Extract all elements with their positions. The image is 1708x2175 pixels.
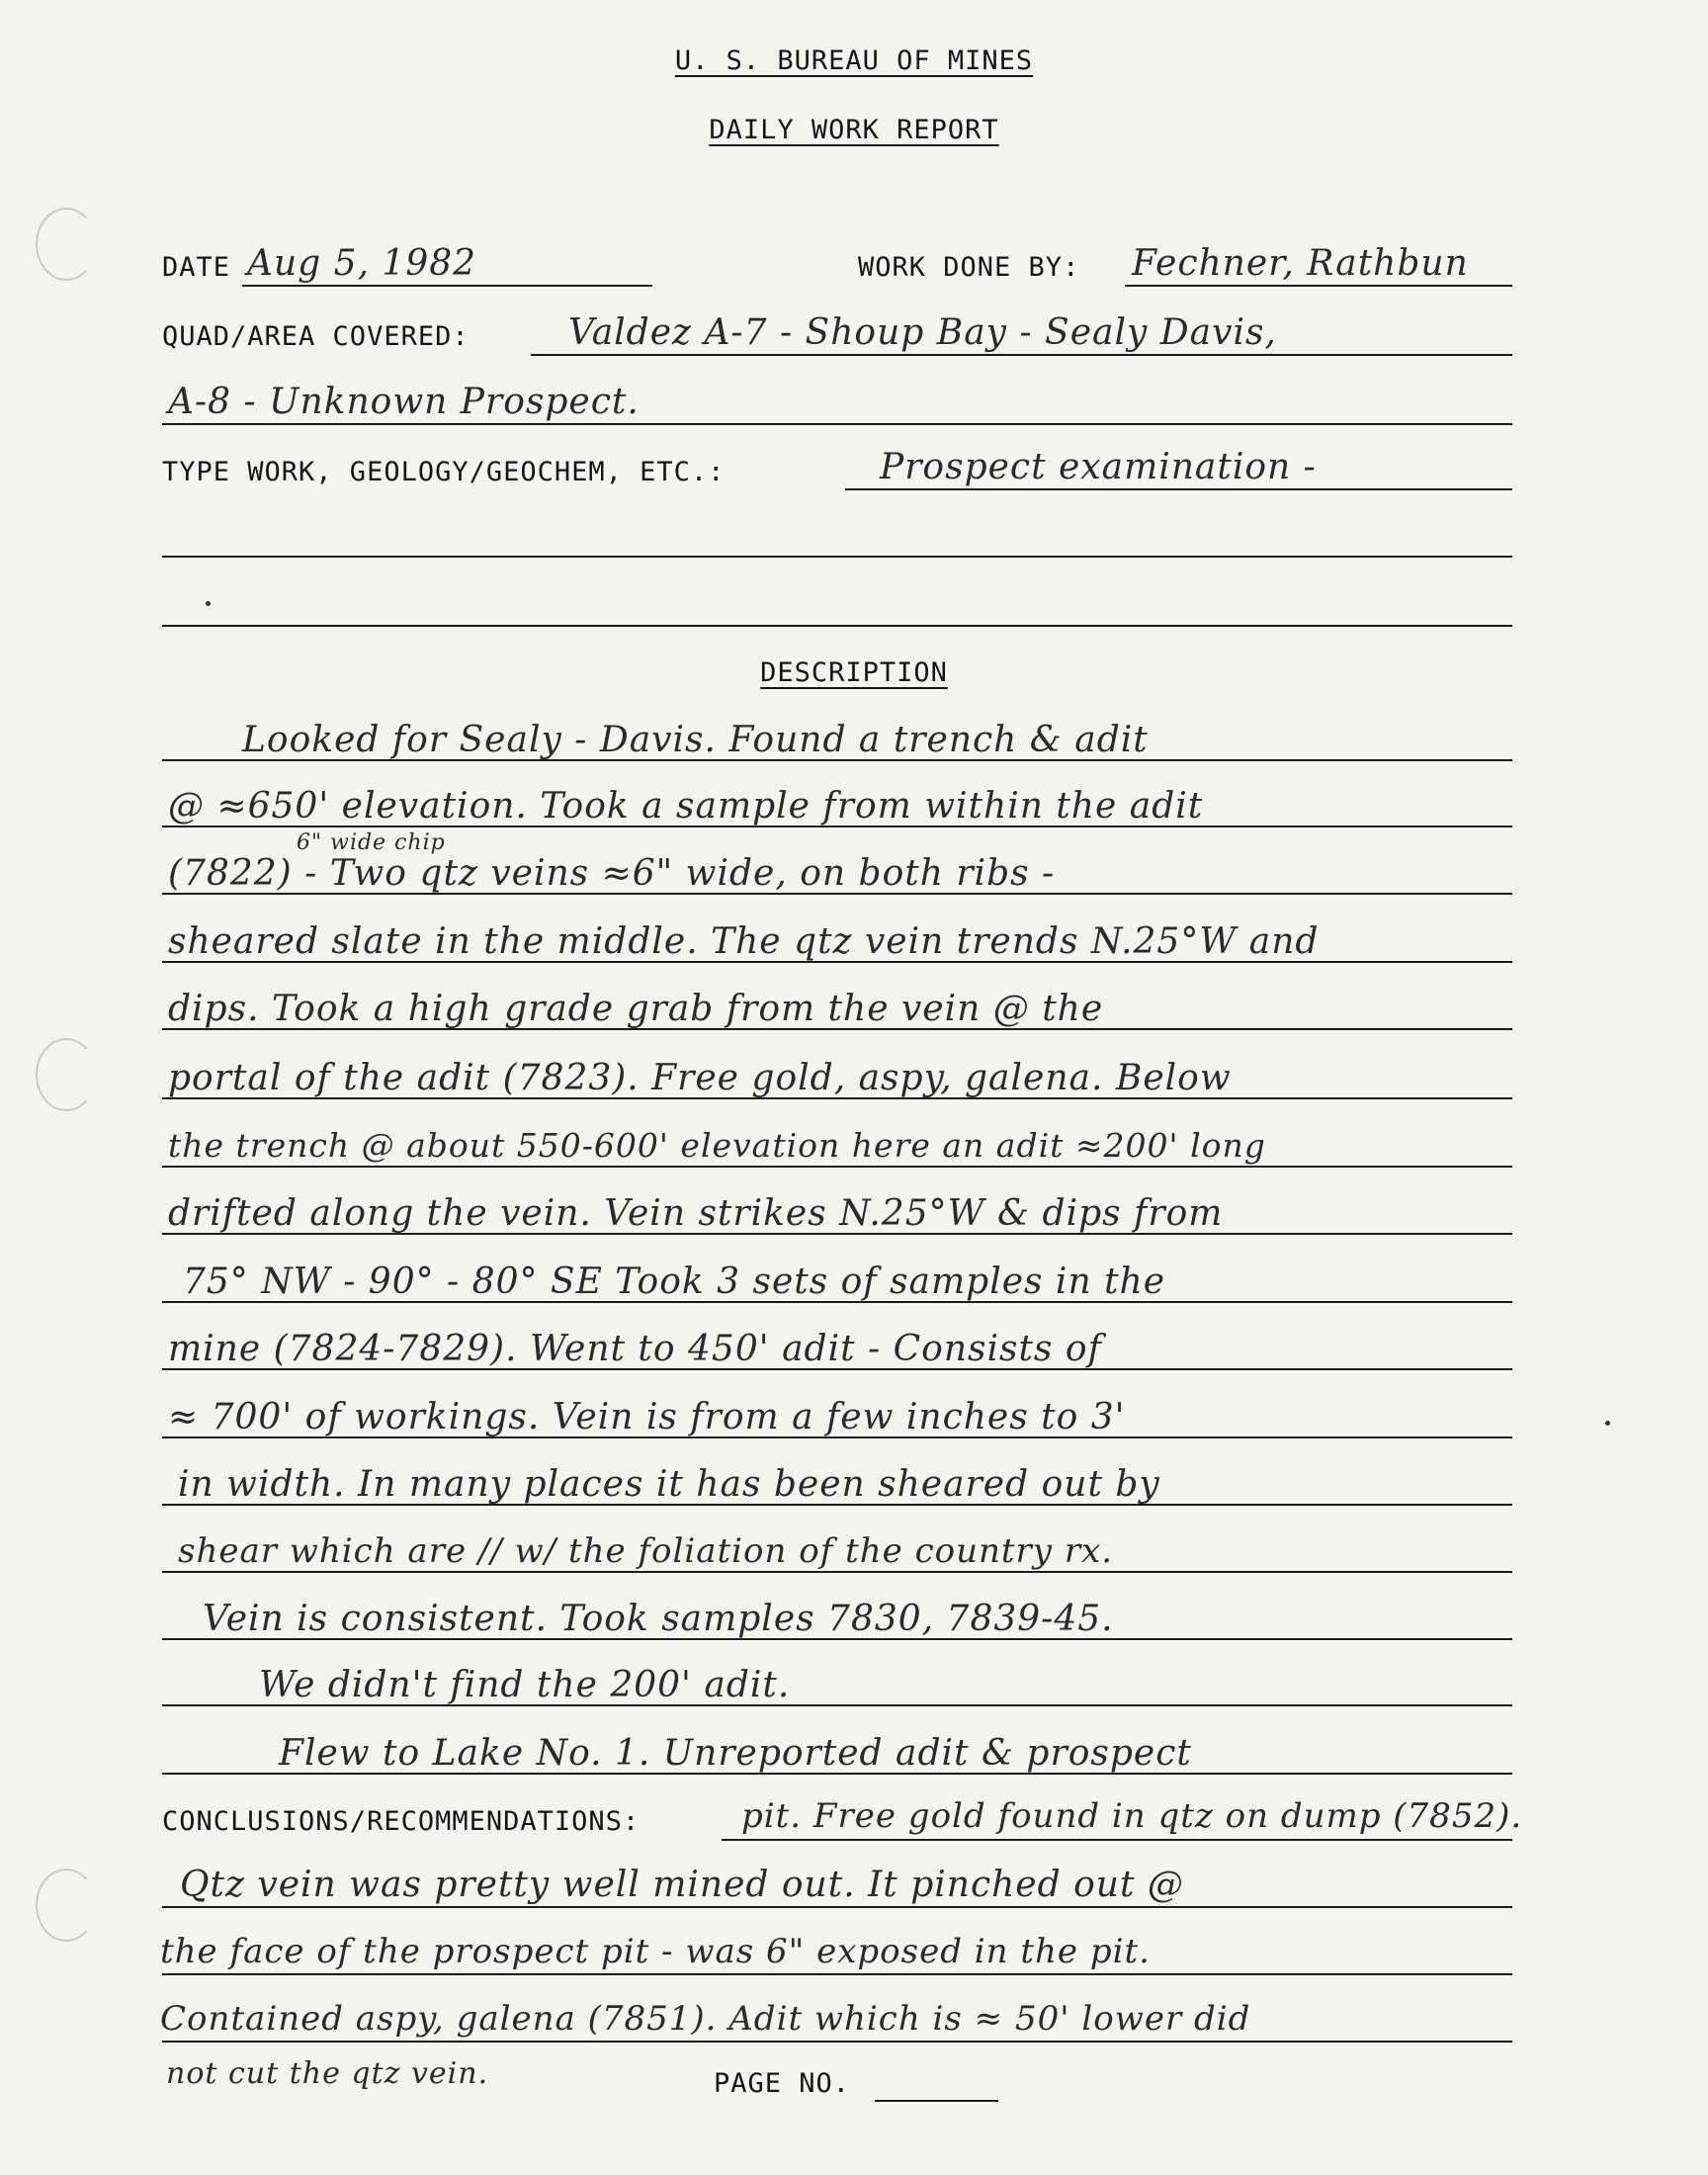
page-no-label: PAGE NO. — [714, 2068, 851, 2099]
conclusions-rule-3 — [162, 1973, 1512, 1975]
description-rule-8 — [162, 1233, 1512, 1235]
description-line-13: shear which are // w/ the foliation of the country rx. — [178, 1531, 1114, 1571]
date-value: Aug 5, 1982 — [247, 243, 477, 284]
type-work-label: TYPE WORK, GEOLOGY/GEOCHEM, ETC.: — [162, 457, 726, 487]
page-no-underline — [875, 2100, 998, 2102]
description-line-9: 75° NW - 90° - 80° SE Took 3 sets of samples in the — [183, 1262, 1166, 1302]
agency-title: U. S. BUREAU OF MINES — [674, 45, 1034, 76]
conclusions-line-3: the face of the prospect pit - was 6" exposed in the pit. — [160, 1932, 1151, 1971]
conclusions-rule-2 — [162, 1906, 1512, 1908]
type-work-underline-1 — [845, 488, 1512, 490]
type-work-underline-3 — [162, 625, 1512, 627]
type-work-value: Prospect examination - — [880, 447, 1317, 487]
conclusions-rule-4 — [162, 2041, 1512, 2043]
description-rule-1 — [162, 759, 1512, 761]
work-done-by-label: WORK DONE BY: — [858, 252, 1080, 283]
conclusions-line-2: Qtz vein was pretty well mined out. It pinched out @ — [180, 1865, 1184, 1905]
description-line-12: in width. In many places it has been sheared out by — [178, 1464, 1160, 1505]
conclusions-label: CONCLUSIONS/RECOMMENDATIONS: — [162, 1806, 640, 1837]
description-line-16: Flew to Lake No. 1. Unreported adit & prospect — [279, 1733, 1192, 1774]
description-line-10: mine (7824-7829). Went to 450' adit - Consists of — [168, 1329, 1102, 1369]
date-label: DATE — [162, 252, 231, 283]
description-rule-12 — [162, 1504, 1512, 1506]
quad-underline-1 — [531, 354, 1512, 356]
type-work-underline-2 — [162, 556, 1512, 558]
quad-value-line-2: A-8 - Unknown Prospect. — [168, 382, 640, 422]
description-line-6: portal of the adit (7823). Free gold, aspy, galena. Below — [168, 1058, 1232, 1098]
quad-underline-2 — [162, 423, 1512, 425]
description-rule-9 — [162, 1301, 1512, 1303]
description-line-4: sheared slate in the middle. The qtz vein trends N.25°W and — [168, 921, 1320, 962]
description-rule-10 — [162, 1368, 1512, 1370]
description-rule-15 — [162, 1704, 1512, 1706]
stray-mark-right — [1605, 1421, 1610, 1426]
quad-value-line-1: Valdez A-7 - Shoup Bay - Sealy Davis, — [568, 312, 1277, 353]
conclusions-line-1: pit. Free gold found in qtz on dump (7852). — [741, 1796, 1523, 1836]
description-rule-4 — [162, 961, 1512, 963]
conclusions-line-4: Contained aspy, galena (7851). Adit which is ≈ 50' lower did — [160, 1999, 1251, 2039]
work-done-by-value: Fechner, Rathbun — [1132, 243, 1469, 284]
description-rule-2 — [162, 826, 1512, 827]
description-rule-6 — [162, 1097, 1512, 1099]
description-line-7: the trench @ about 550-600' elevation here an adit ≈200' long — [168, 1126, 1266, 1165]
conclusions-line-5: not cut the qtz vein. — [166, 2056, 489, 2091]
description-line-2: @ ≈650' elevation. Took a sample from within the adit — [168, 786, 1204, 826]
description-line-14: Vein is consistent. Took samples 7830, 7839-45. — [203, 1599, 1114, 1639]
description-line-5: dips. Took a high grade grab from the vein @ the — [168, 989, 1104, 1029]
work-done-by-underline — [1125, 285, 1512, 287]
punch-hole-bottom — [36, 1869, 97, 1942]
conclusions-rule-1 — [722, 1839, 1512, 1841]
description-rule-16 — [162, 1773, 1512, 1775]
description-line-15: We didn't find the 200' adit. — [259, 1665, 791, 1705]
description-rule-3 — [162, 893, 1512, 895]
description-rule-11 — [162, 1436, 1512, 1438]
date-underline — [242, 285, 652, 287]
description-heading: DESCRIPTION — [760, 657, 948, 688]
description-inline-note: 6" wide chip — [297, 830, 446, 855]
description-rule-14 — [162, 1638, 1512, 1640]
report-title: DAILY WORK REPORT — [709, 115, 999, 145]
punch-hole-top — [36, 208, 97, 281]
stray-mark — [206, 601, 211, 606]
description-line-3: (7822) - Two qtz veins ≈6" wide, on both ribs - — [168, 853, 1056, 894]
quad-label: QUAD/AREA COVERED: — [162, 321, 470, 352]
description-line-8: drifted along the vein. Vein strikes N.25°W & dips from — [168, 1193, 1224, 1234]
description-line-11: ≈ 700' of workings. Vein is from a few inches to 3' — [168, 1397, 1126, 1437]
description-rule-13 — [162, 1571, 1512, 1573]
description-rule-5 — [162, 1028, 1512, 1030]
punch-hole-middle — [36, 1038, 97, 1111]
description-line-1: Looked for Sealy - Davis. Found a trench & adit — [242, 720, 1149, 760]
description-rule-7 — [162, 1166, 1512, 1168]
